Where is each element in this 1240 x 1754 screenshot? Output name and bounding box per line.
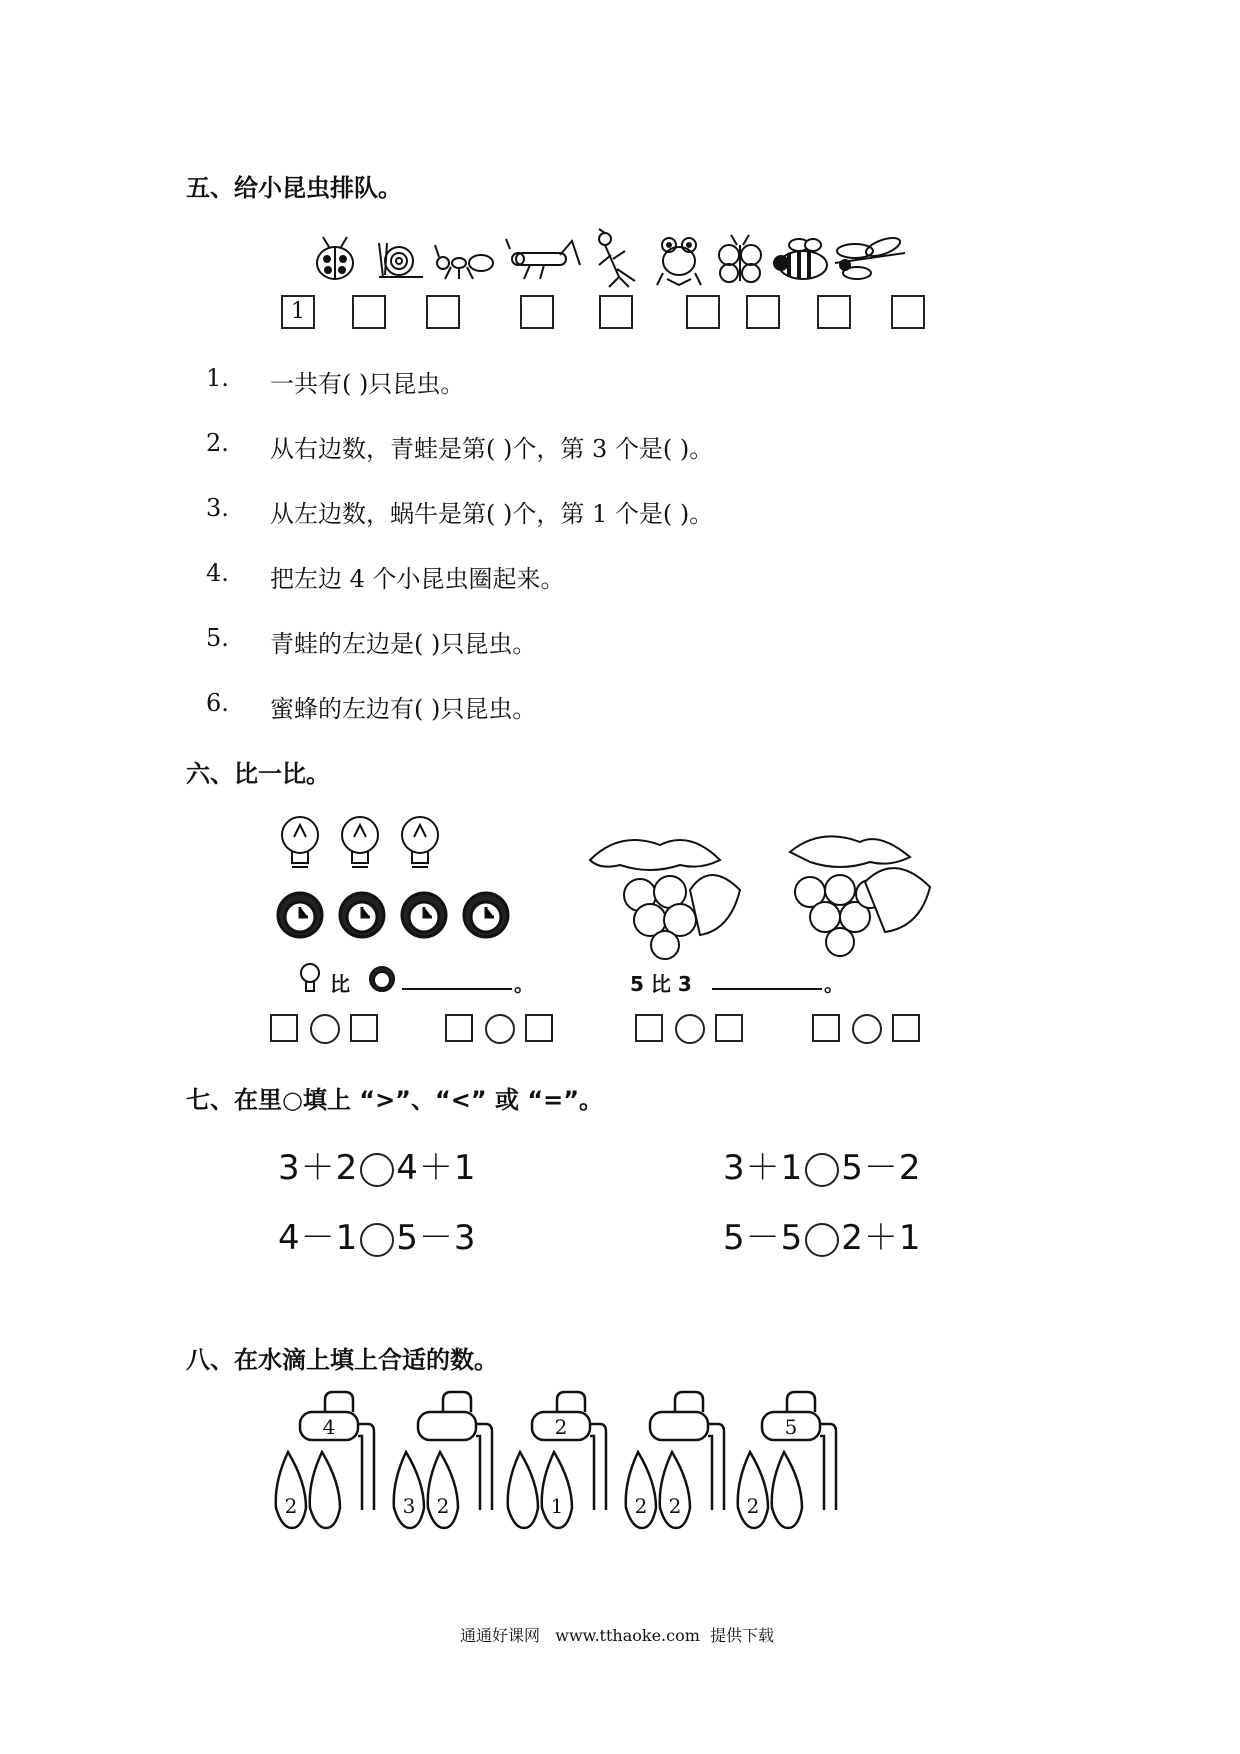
water-drop-right <box>310 1452 340 1528</box>
order-box-4[interactable] <box>520 295 554 329</box>
compare-circle[interactable] <box>310 1014 340 1044</box>
tap-spout-icon <box>675 1392 703 1412</box>
compare-group-2[interactable] <box>445 1014 565 1044</box>
blank-end-right: 。 <box>824 972 844 996</box>
tap-top-number: 4 <box>322 1415 336 1439</box>
water-tap-2 <box>394 1392 492 1528</box>
order-box-7[interactable] <box>746 295 780 329</box>
compare-circle[interactable] <box>675 1014 705 1044</box>
tap-body <box>418 1412 476 1440</box>
insect-row <box>295 225 995 295</box>
ladybug-icon <box>317 237 353 279</box>
drop-right-number: 2 <box>668 1494 682 1518</box>
drop-left-number: 2 <box>746 1494 760 1518</box>
tap-body <box>650 1412 708 1440</box>
tap-spout-icon <box>325 1392 353 1412</box>
tap-pipe <box>476 1424 492 1510</box>
drop-right-number: 2 <box>436 1494 450 1518</box>
equation-3: 4－1 5－3 <box>278 1218 477 1258</box>
compare-square[interactable] <box>445 1014 473 1042</box>
question-5: 5. 青蛙的左边是( )只昆虫。 <box>206 624 537 658</box>
taps-illustration <box>270 1390 860 1550</box>
bee-icon <box>774 239 827 279</box>
drop-left-number: 2 <box>284 1494 298 1518</box>
answer-circle[interactable] <box>805 1223 839 1257</box>
equation-1: 3＋2 4＋1 <box>278 1148 477 1188</box>
section6-title: 六、比一比。 <box>186 760 330 788</box>
equation-4: 5－5 2＋1 <box>723 1218 922 1258</box>
compare-square[interactable] <box>892 1014 920 1042</box>
grapes-illustration <box>580 820 940 970</box>
blank-left[interactable] <box>402 988 512 990</box>
question-3: 3. 从左边数，蜗牛是第( )个，第 1 个是( )。 <box>206 494 714 528</box>
order-box-3[interactable] <box>426 295 460 329</box>
tap-pipe <box>708 1424 724 1510</box>
clock-icon <box>278 893 508 937</box>
frog-icon <box>657 238 701 285</box>
section8-title: 八、在水滴上填上合适的数。 <box>186 1346 498 1374</box>
bulbs-clocks-illustration <box>270 815 530 1015</box>
tap-top-number: 5 <box>784 1415 798 1439</box>
water-drop-right <box>772 1452 802 1528</box>
ant-icon <box>435 245 493 279</box>
snail-icon <box>379 243 423 277</box>
order-box-5[interactable] <box>599 295 633 329</box>
compare-group-3[interactable] <box>635 1014 755 1044</box>
drop-right-number: 1 <box>550 1494 564 1518</box>
grape-icon <box>590 840 740 959</box>
order-box-8[interactable] <box>817 295 851 329</box>
grasshopper-icon <box>506 239 580 279</box>
order-box-1[interactable]: 1 <box>281 295 315 329</box>
compare-square[interactable] <box>635 1014 663 1042</box>
footer-credit: 通通好课网 www.tthaoke.com 提供下载 <box>460 1626 775 1645</box>
tap-pipe <box>358 1424 374 1510</box>
order-box-6[interactable] <box>686 295 720 329</box>
drop-left-number: 2 <box>634 1494 648 1518</box>
dragonfly-icon <box>835 234 905 279</box>
small-bulb-icon <box>301 964 319 991</box>
section7-title: 七、在里○填上 “>”、“<” 或 “=”。 <box>186 1086 603 1114</box>
tap-spout-icon <box>557 1392 585 1412</box>
question-2: 2. 从右边数，青蛙是第( )个，第 3 个是( )。 <box>206 429 714 463</box>
compare-word-left: 比 <box>330 972 350 996</box>
water-tap-5 <box>738 1392 836 1528</box>
blank-right[interactable] <box>712 988 822 990</box>
compare-square[interactable] <box>812 1014 840 1042</box>
small-clock-icon <box>370 967 394 991</box>
compare-square[interactable] <box>715 1014 743 1042</box>
compare-square[interactable] <box>350 1014 378 1042</box>
water-drop-left <box>508 1452 538 1528</box>
answer-circle[interactable] <box>805 1153 839 1187</box>
equation-2: 3＋1 5－2 <box>723 1148 922 1188</box>
butterfly-icon <box>719 235 761 282</box>
section5-title: 五、给小昆虫排队。 <box>186 174 402 202</box>
question-1: 1. 一共有( )只昆虫。 <box>206 364 465 398</box>
order-box-9[interactable] <box>891 295 925 329</box>
water-tap-3 <box>508 1392 606 1528</box>
compare-right: 5 比 3 <box>630 972 692 996</box>
mantis-icon <box>599 229 635 287</box>
drop-left-number: 3 <box>402 1494 416 1518</box>
grape-icon-2 <box>790 836 930 956</box>
compare-circle[interactable] <box>485 1014 515 1044</box>
order-box-2[interactable] <box>352 295 386 329</box>
question-4: 4. 把左边 4 个小昆虫圈起来。 <box>206 559 565 593</box>
tap-pipe <box>820 1424 836 1510</box>
water-tap-4 <box>626 1392 724 1528</box>
water-tap-1 <box>276 1392 374 1528</box>
tap-spout-icon <box>443 1392 471 1412</box>
tap-spout-icon <box>787 1392 815 1412</box>
answer-circle[interactable] <box>360 1153 394 1187</box>
tap-top-number: 2 <box>554 1415 568 1439</box>
compare-circle[interactable] <box>852 1014 882 1044</box>
compare-square[interactable] <box>270 1014 298 1042</box>
compare-square[interactable] <box>525 1014 553 1042</box>
answer-circle[interactable] <box>360 1223 394 1257</box>
compare-group-4[interactable] <box>812 1014 932 1044</box>
compare-group-1[interactable] <box>270 1014 390 1044</box>
blank-end-left: 。 <box>514 972 534 996</box>
question-6: 6. 蜜蜂的左边有( )只昆虫。 <box>206 689 537 723</box>
bulb-icon <box>282 817 438 867</box>
tap-pipe <box>590 1424 606 1510</box>
